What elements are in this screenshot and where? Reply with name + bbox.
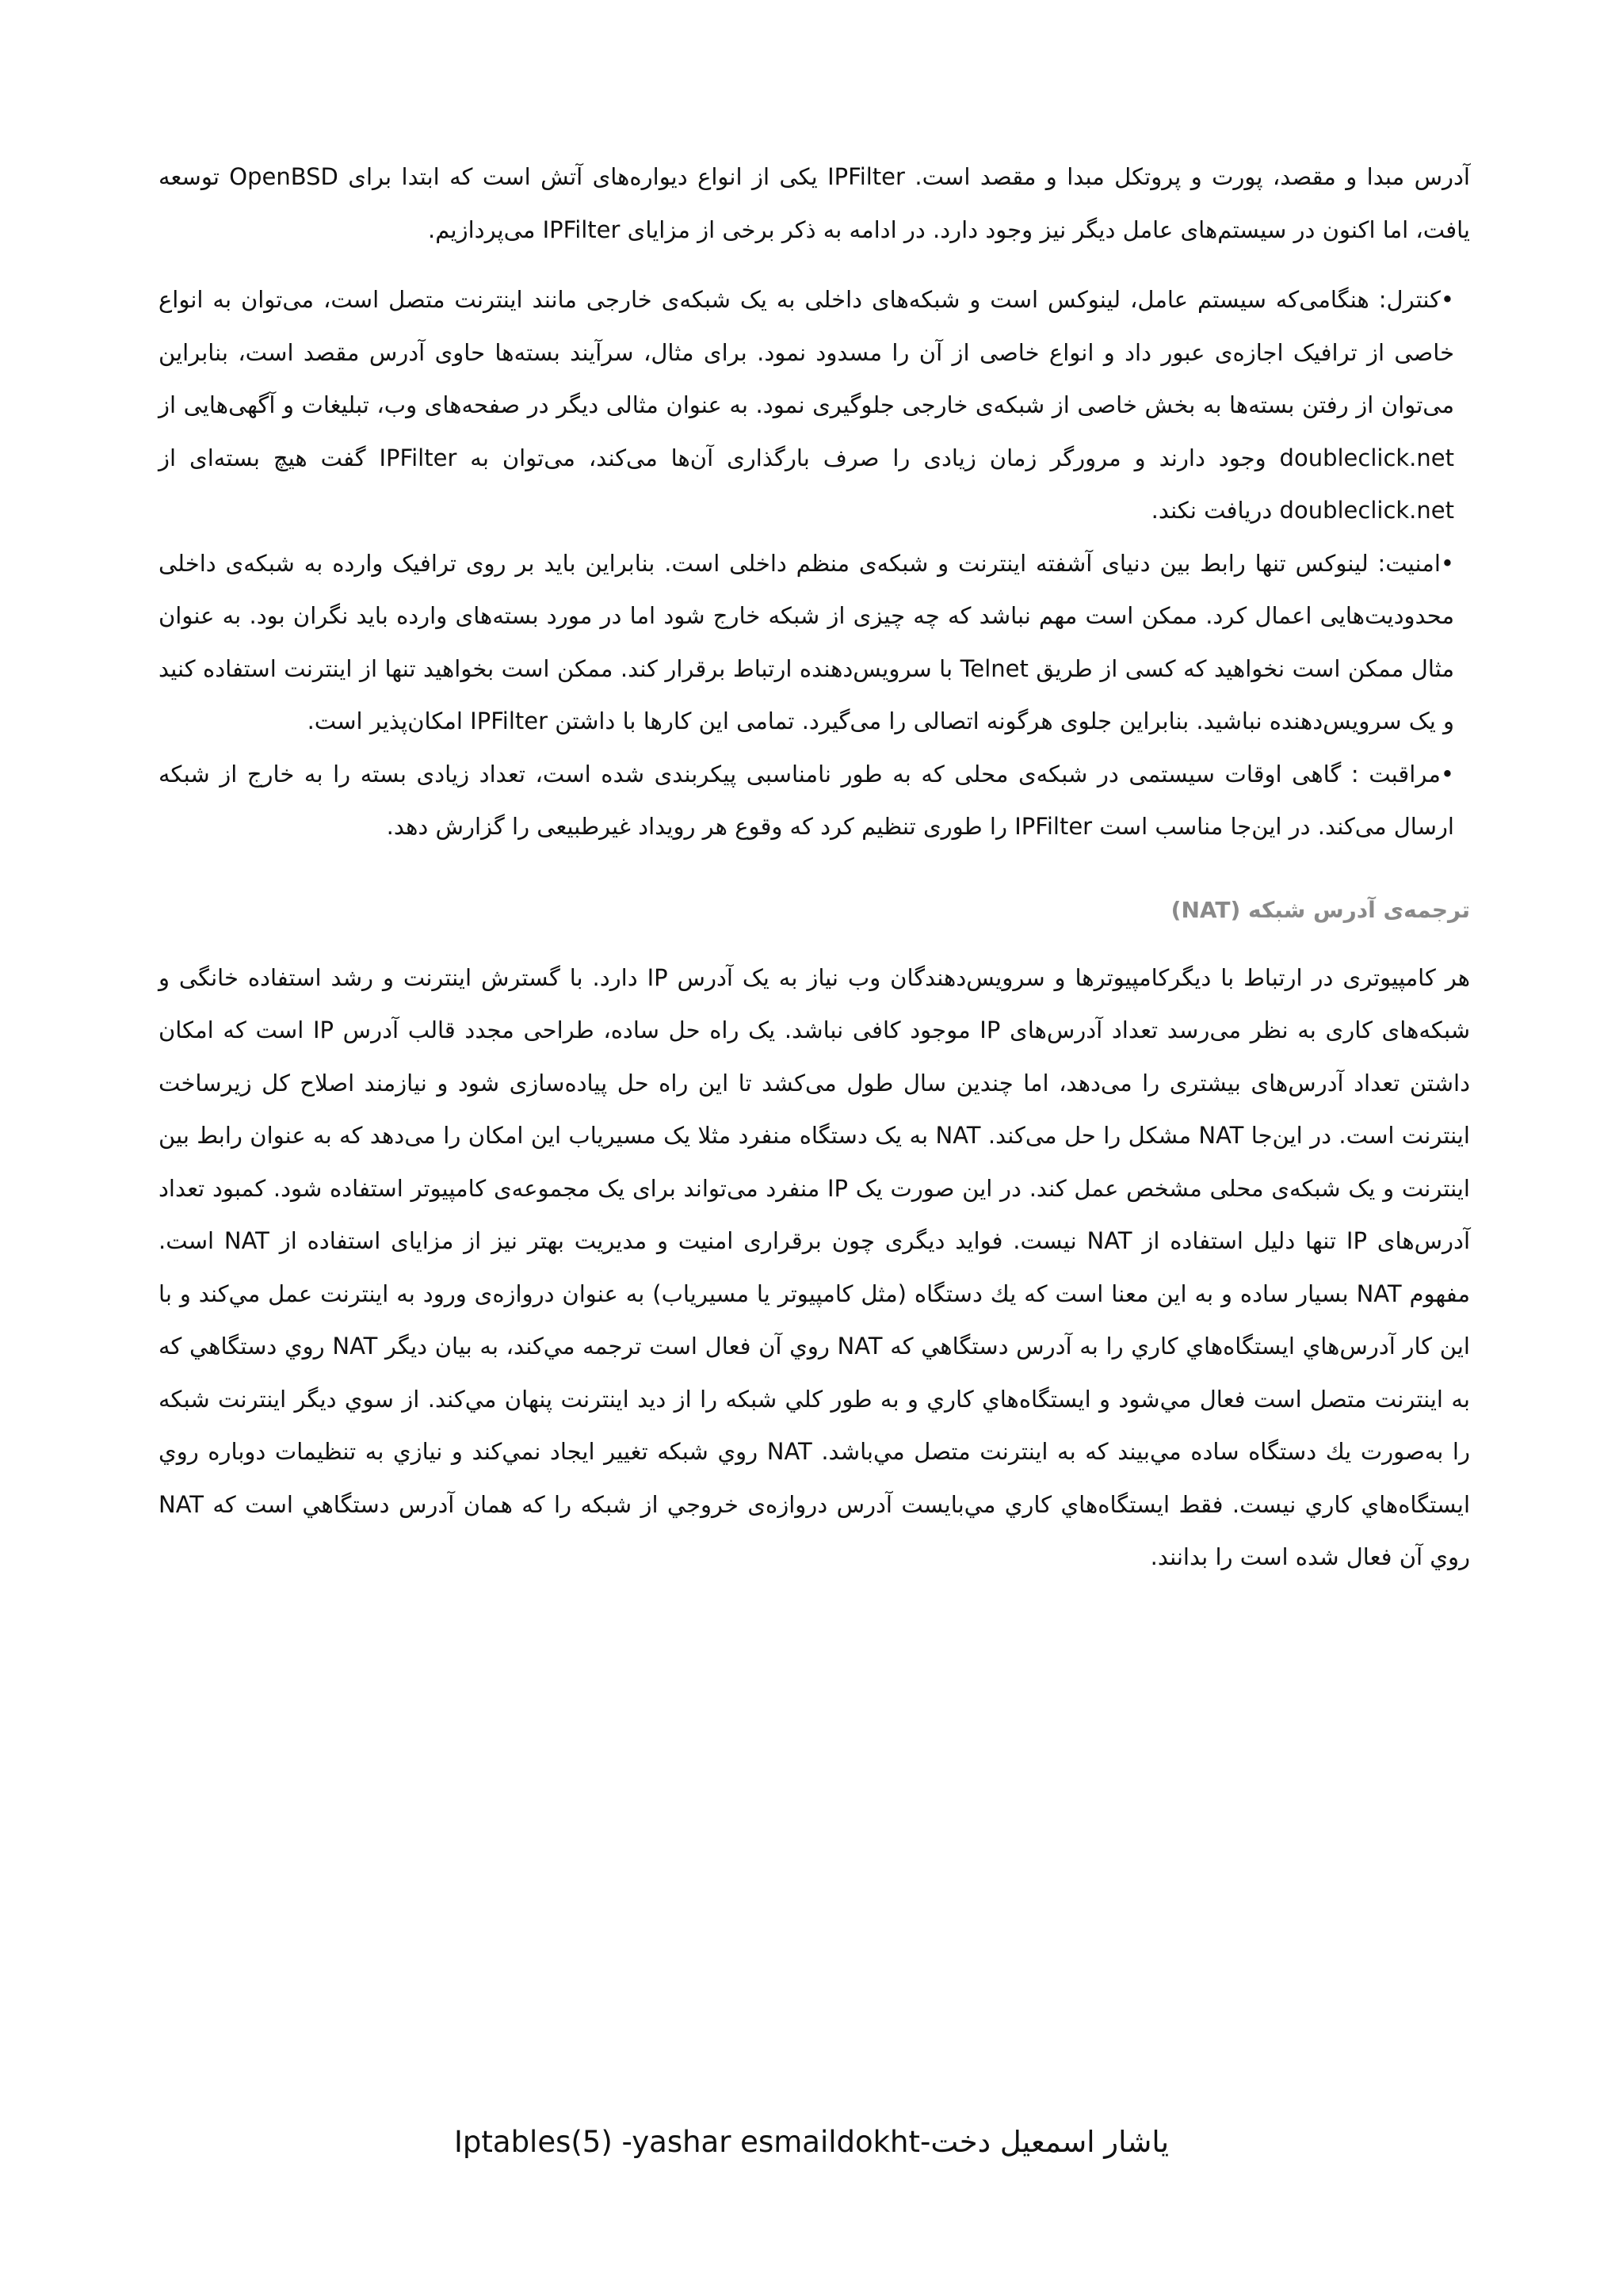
advantages-list bbox=[158, 273, 1470, 853]
document-page bbox=[158, 151, 1470, 1584]
list-item-text: امنیت: لینوکس تنها رابط بین دنیای آشفته اینترنت و شبکه‌ی منظم داخلی است. بنابراین باید بر روی ترافیک وارده به شبکه‌ی داخلی محدودیت‌هایی اعمال کرد. ممکن است مهم نباشد که چه چیزی از شبکه خارج شود اما در مورد بسته‌های وارده باید نگران بود. به عنوان مثال ممکن است نخواهید که کسی از طریق Telnet با سرویس‌دهنده ارتباط برقرار کند. ممکن است بخواهید تنها از اینترنت استفاده کنید و یک سرویس‌دهنده نباشید. بنابراین جلوی هرگونه اتصالی را می‌گیرد. تمامی این کارها با داشتن IPFilter امکان‌پذیر است. bbox=[158, 549, 1454, 734]
list-item-control bbox=[158, 273, 1454, 537]
bullet-marker: • bbox=[1440, 760, 1454, 788]
nat-paragraph: هر کامپیوتری در ارتباط با دیگرکامپیوترها و سرویس‌دهندگان وب نیاز به یک آدرس IP دارد. با گسترش اینترنت و رشد استفاده خانگی و شبکه‌های کاری به نظر می‌رسد تعداد آدرس‌های IP موجود کافی نباشد. یک راه حل ساده، طراحی مجدد قالب آدرس IP است که امکان داشتن تعداد آدرس‌های بیشتری را می‌دهد، اما چندین سال طول می‌کشد تا این راه حل پیاده‌سازی شود و نیازمند اصلاح کل زیرساخت اینترنت است. در این‌جا NAT مشکل را حل می‌کند. NAT به یک دستگاه منفرد مثلا یک مسیریاب این امکان را می‌دهد که به عنوان رابط بین اینترنت و یک شبکه‌ی محلی مشخص عمل کند. در این صورت یک IP منفرد می‌تواند برای یک مجموعه‌ی کامپیوتر استفاده شود. کمبود تعداد آدرس‌های IP تنها دلیل استفاده از NAT نیست. فواید دیگری چون برقراری امنیت و مدیریت بهتر نیز از مزایای استفاده از NAT است. مفهوم NAT بسیار ساده و به این معنا است که يك دستگاه (مثل کامپیوتر یا مسیریاب) به عنوان دروازه‌ی ورود به اینترنت عمل مي‌کند و با این کار آدرس‌هاي ایستگاه‌هاي کاري را به آدرس دستگاهي که NAT روي آن فعال است ترجمه مي‌کند، به بیان دیگر NAT روي دستگاهي که به اینترنت متصل است فعال مي‌شود و ایستگاه‌هاي کاري و به طور کلي شبکه را از دید اینترنت پنهان مي‌کند. از سوي دیگر اینترنت شبکه را به‌صورت يك دستگاه ساده مي‌بیند که به اینترنت متصل مي‌باشد. NAT روي شبکه تغییر ایجاد نمي‌کند و نیازي به تنظیمات دوباره روي ایستگاه‌هاي کاري نیست. فقط ایستگاه‌هاي کاري مي‌بایست آدرس دروازه‌ی خروجي از شبکه را که همان آدرس دستگاهي است که NAT روي آن فعال شده است را بدانند. bbox=[158, 963, 1471, 1570]
list-item-monitoring bbox=[158, 748, 1454, 853]
intro-paragraph: آدرس مبدا و مقصد، پورت و پروتکل مبدا و مقصد است. IPFilter یکی از انواع دیواره‌های آتش است که ابتدا برای OpenBSD توسعه یافت، اما اکنون در سیستم‌های عامل دیگر نیز وجود دارد. در ادامه به ذکر برخی از مزایای IPFilter می‌پردازیم. bbox=[158, 163, 1470, 243]
bullet-marker: • bbox=[1440, 549, 1454, 577]
page-footer: Iptables(5) -yashar esmaildokht-یاشار اسمعیل دخت bbox=[453, 2125, 1169, 2159]
bullet-marker: • bbox=[1440, 286, 1454, 313]
section-heading: ترجمه‌ی آدرس شبکه (NAT) bbox=[1170, 896, 1470, 923]
list-item-text: کنترل: هنگامی‌که سیستم عامل، لینوکس است و شبکه‌های داخلی به یک شبکه‌ی خارجی مانند اینترنت متصل است، می‌توان به انواع خاصی از ترافیک اجازه‌ی عبور داد و انواع خاصی از آن را مسدود نمود. برای مثال، سرآیند بسته‌ها حاوی آدرس مقصد است، بنابراین می‌توان از رفتن بسته‌ها به بخش خاصی از شبکه‌ی خارجی جلوگیری نمود. به عنوان مثالی دیگر در صفحه‌های وب، تبلیغات و آگهی‌هایی از doubleclick.net وجود دارند و مرورگر زمان زیادی را صرف بارگذاری آن‌ها می‌کند، می‌توان به IPFilter گفت هیچ بسته‌ای از doubleclick.net دریافت نکند. bbox=[158, 286, 1454, 524]
list-item-security bbox=[158, 537, 1454, 748]
list-item-text: مراقبت : گاهی اوقات سیستمی در شبکه‌ی محلی که به طور نامناسبی پیکربندی شده است، تعداد زیادی بسته را به خارج از شبکه ارسال می‌کند. در این‌جا مناسب است IPFilter را طوری تنظیم کرد که وقوع هر رویداد غیرطبیعی را گزارش دهد. bbox=[158, 760, 1454, 840]
